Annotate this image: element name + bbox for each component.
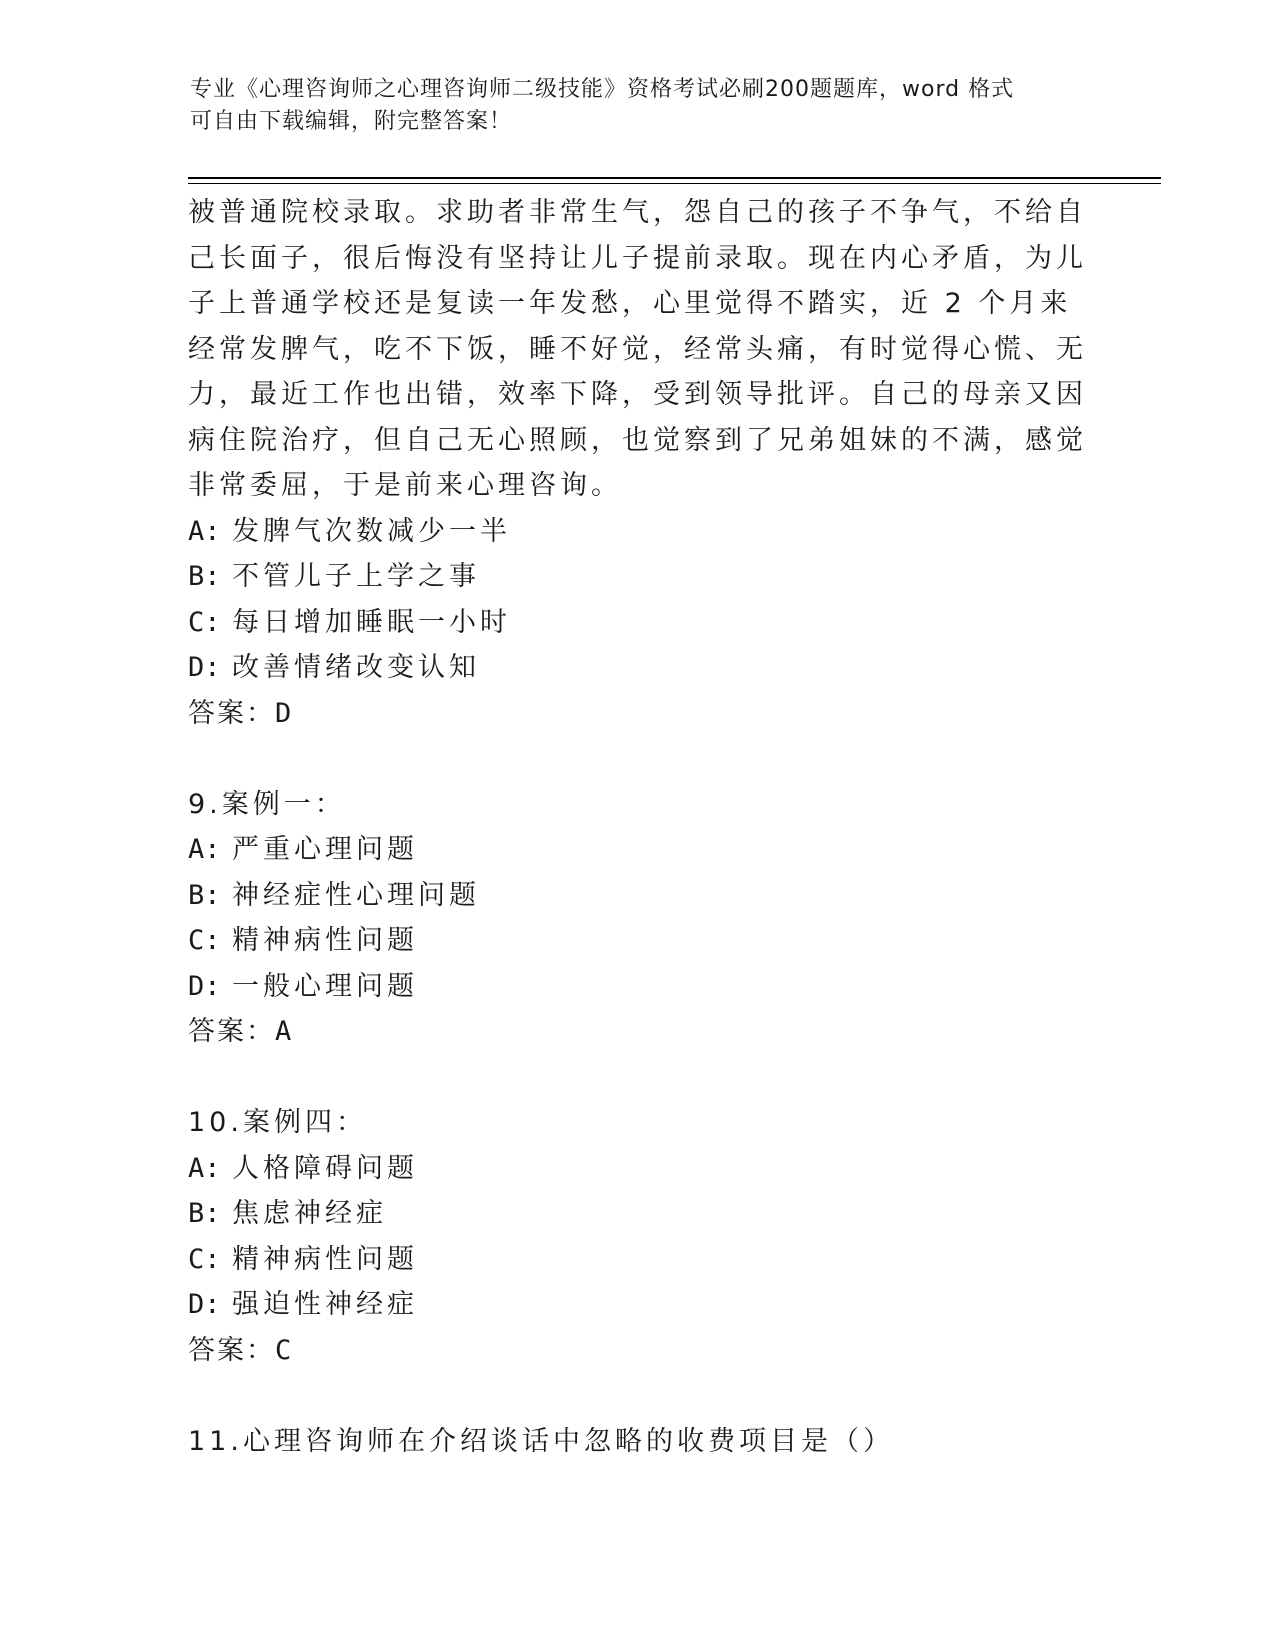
answer-label: 答案：	[188, 697, 275, 729]
option-a	[188, 827, 1088, 873]
option-letter: D:	[188, 970, 221, 1002]
spacer	[188, 736, 1088, 782]
option-text: 严重心理问题	[232, 834, 418, 865]
answer-label: 答案：	[188, 1016, 275, 1047]
option-d	[188, 964, 1088, 1010]
option-b	[188, 554, 1088, 600]
answer-label: 答案：	[188, 1334, 275, 1366]
option-letter: C:	[188, 606, 221, 638]
option-letter: A:	[188, 834, 221, 865]
option-letter: B:	[188, 1198, 221, 1229]
question-11	[188, 1419, 1088, 1465]
option-a	[188, 1146, 1088, 1192]
question-title: 11.心理咨询师在介绍谈话中忽略的收费项目是（）	[188, 1425, 894, 1457]
answer-line	[188, 691, 1088, 737]
document-body	[188, 190, 1088, 1464]
question-title: 10.案例四：	[188, 1107, 367, 1138]
answer-line	[188, 1328, 1088, 1374]
option-text: 神经症性心理问题	[232, 879, 480, 911]
question-8	[188, 190, 1088, 736]
page-header	[190, 74, 1090, 138]
answer-line	[188, 1009, 1088, 1055]
option-text: 精神病性问题	[232, 1243, 418, 1275]
option-a	[188, 509, 1088, 555]
option-text: 焦虑神经症	[232, 1198, 387, 1229]
option-b	[188, 873, 1088, 919]
option-text: 每日增加睡眠一小时	[232, 606, 511, 638]
option-d	[188, 1282, 1088, 1328]
answer-value: A	[275, 1016, 294, 1047]
option-text: 一般心理问题	[232, 970, 418, 1002]
question-10	[188, 1100, 1088, 1373]
header-divider-thick	[188, 177, 1161, 179]
option-c	[188, 600, 1088, 646]
option-text: 改善情绪改变认知	[232, 652, 480, 683]
option-letter: C:	[188, 925, 221, 956]
question-passage: 被普通院校录取。求助者非常生气，怨自己的孩子不争气，不给自己长面子，很后悔没有坚持让儿子提前录取。现在内心矛盾，为儿子上普通学校还是复读一年发愁，心里觉得不踏实，近 2 个月来经常发脾气，吃不下饭，睡不好觉，经常头痛，有时觉得心慌、无力，最近工作也出错，效率下降，受到领导批评。自己的母亲又因病住院治疗，但自己无心照顾，也觉察到了兄弟姐妹的不满，感觉非常委屈，于是前来心理咨询。	[188, 197, 1087, 501]
option-text: 发脾气次数减少一半	[232, 515, 511, 547]
option-letter: D:	[188, 652, 221, 683]
option-c	[188, 918, 1088, 964]
option-letter: C:	[188, 1243, 221, 1275]
spacer	[188, 1055, 1088, 1101]
answer-value: C	[275, 1334, 294, 1366]
header-divider-thin	[188, 183, 1161, 184]
option-letter: B:	[188, 879, 221, 911]
header-line-1: 专业《心理咨询师之心理咨询师二级技能》资格考试必刷200题题库，word 格式	[190, 77, 1015, 102]
option-letter: D:	[188, 1289, 221, 1320]
question-9	[188, 782, 1088, 1055]
option-letter: A:	[188, 1152, 221, 1184]
option-text: 不管儿子上学之事	[232, 561, 480, 592]
question-title: 9.案例一：	[188, 788, 346, 820]
option-letter: B:	[188, 561, 221, 592]
header-line-2: 可自由下载编辑，附完整答案！	[190, 109, 513, 134]
option-letter: A:	[188, 515, 221, 547]
option-text: 精神病性问题	[232, 925, 418, 956]
option-text: 强迫性神经症	[232, 1289, 418, 1320]
spacer	[188, 1373, 1088, 1419]
option-c	[188, 1237, 1088, 1283]
answer-value: D	[275, 697, 294, 729]
option-text: 人格障碍问题	[232, 1152, 418, 1184]
option-d	[188, 645, 1088, 691]
option-b	[188, 1191, 1088, 1237]
